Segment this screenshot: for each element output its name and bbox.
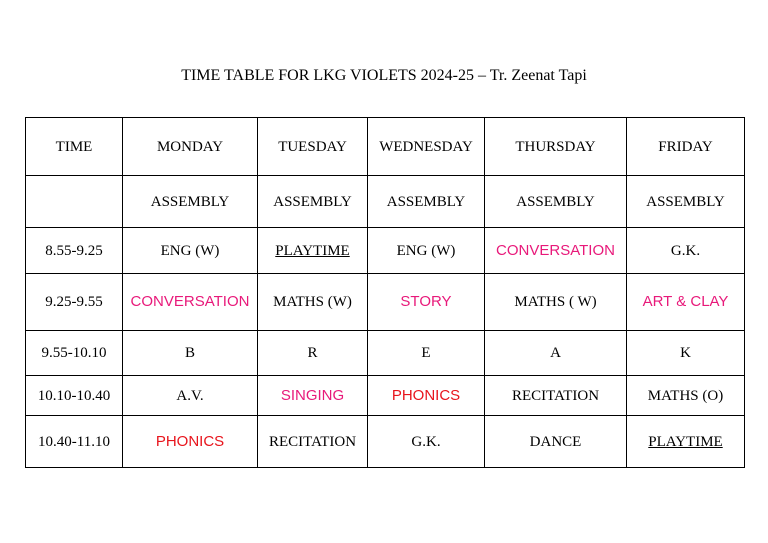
cell-friday: PLAYTIME bbox=[627, 416, 745, 468]
cell-friday: K bbox=[627, 331, 745, 376]
time-cell: 8.55-9.25 bbox=[26, 228, 123, 274]
cell-wednesday: PHONICS bbox=[368, 376, 485, 416]
time-cell: 9.55-10.10 bbox=[26, 331, 123, 376]
cell-friday: MATHS (O) bbox=[627, 376, 745, 416]
header-thursday: THURSDAY bbox=[485, 118, 627, 176]
header-monday: MONDAY bbox=[123, 118, 258, 176]
cell-monday: ASSEMBLY bbox=[123, 176, 258, 228]
cell-wednesday: STORY bbox=[368, 274, 485, 331]
cell-tuesday: R bbox=[258, 331, 368, 376]
cell-monday: B bbox=[123, 331, 258, 376]
time-cell: 10.40-11.10 bbox=[26, 416, 123, 468]
cell-tuesday: SINGING bbox=[258, 376, 368, 416]
table-row bbox=[26, 376, 745, 416]
time-cell: 10.10-10.40 bbox=[26, 376, 123, 416]
cell-wednesday: E bbox=[368, 331, 485, 376]
table-row bbox=[26, 274, 745, 331]
cell-thursday: A bbox=[485, 331, 627, 376]
header-friday: FRIDAY bbox=[627, 118, 745, 176]
cell-friday: ASSEMBLY bbox=[627, 176, 745, 228]
cell-thursday: MATHS ( W) bbox=[485, 274, 627, 331]
cell-wednesday: ENG (W) bbox=[368, 228, 485, 274]
cell-monday: CONVERSATION bbox=[123, 274, 258, 331]
cell-tuesday: MATHS (W) bbox=[258, 274, 368, 331]
cell-thursday: ASSEMBLY bbox=[485, 176, 627, 228]
table-row bbox=[26, 416, 745, 468]
cell-tuesday: ASSEMBLY bbox=[258, 176, 368, 228]
header-time: TIME bbox=[26, 118, 123, 176]
cell-friday: G.K. bbox=[627, 228, 745, 274]
cell-wednesday: G.K. bbox=[368, 416, 485, 468]
header-tuesday: TUESDAY bbox=[258, 118, 368, 176]
cell-tuesday: RECITATION bbox=[258, 416, 368, 468]
table-row bbox=[26, 176, 745, 228]
table-row bbox=[26, 331, 745, 376]
timetable-body bbox=[26, 118, 745, 468]
cell-tuesday: PLAYTIME bbox=[258, 228, 368, 274]
cell-thursday: RECITATION bbox=[485, 376, 627, 416]
time-cell bbox=[26, 176, 123, 228]
cell-wednesday: ASSEMBLY bbox=[368, 176, 485, 228]
time-cell: 9.25-9.55 bbox=[26, 274, 123, 331]
cell-friday: ART & CLAY bbox=[627, 274, 745, 331]
cell-thursday: CONVERSATION bbox=[485, 228, 627, 274]
cell-monday: PHONICS bbox=[123, 416, 258, 468]
header-row bbox=[26, 118, 745, 176]
timetable bbox=[25, 117, 745, 468]
table-row bbox=[26, 228, 745, 274]
header-wednesday: WEDNESDAY bbox=[368, 118, 485, 176]
page-title: TIME TABLE FOR LKG VIOLETS 2024-25 – Tr. Zeenat Tapi bbox=[181, 67, 587, 84]
cell-monday: A.V. bbox=[123, 376, 258, 416]
cell-monday: ENG (W) bbox=[123, 228, 258, 274]
cell-thursday: DANCE bbox=[485, 416, 627, 468]
